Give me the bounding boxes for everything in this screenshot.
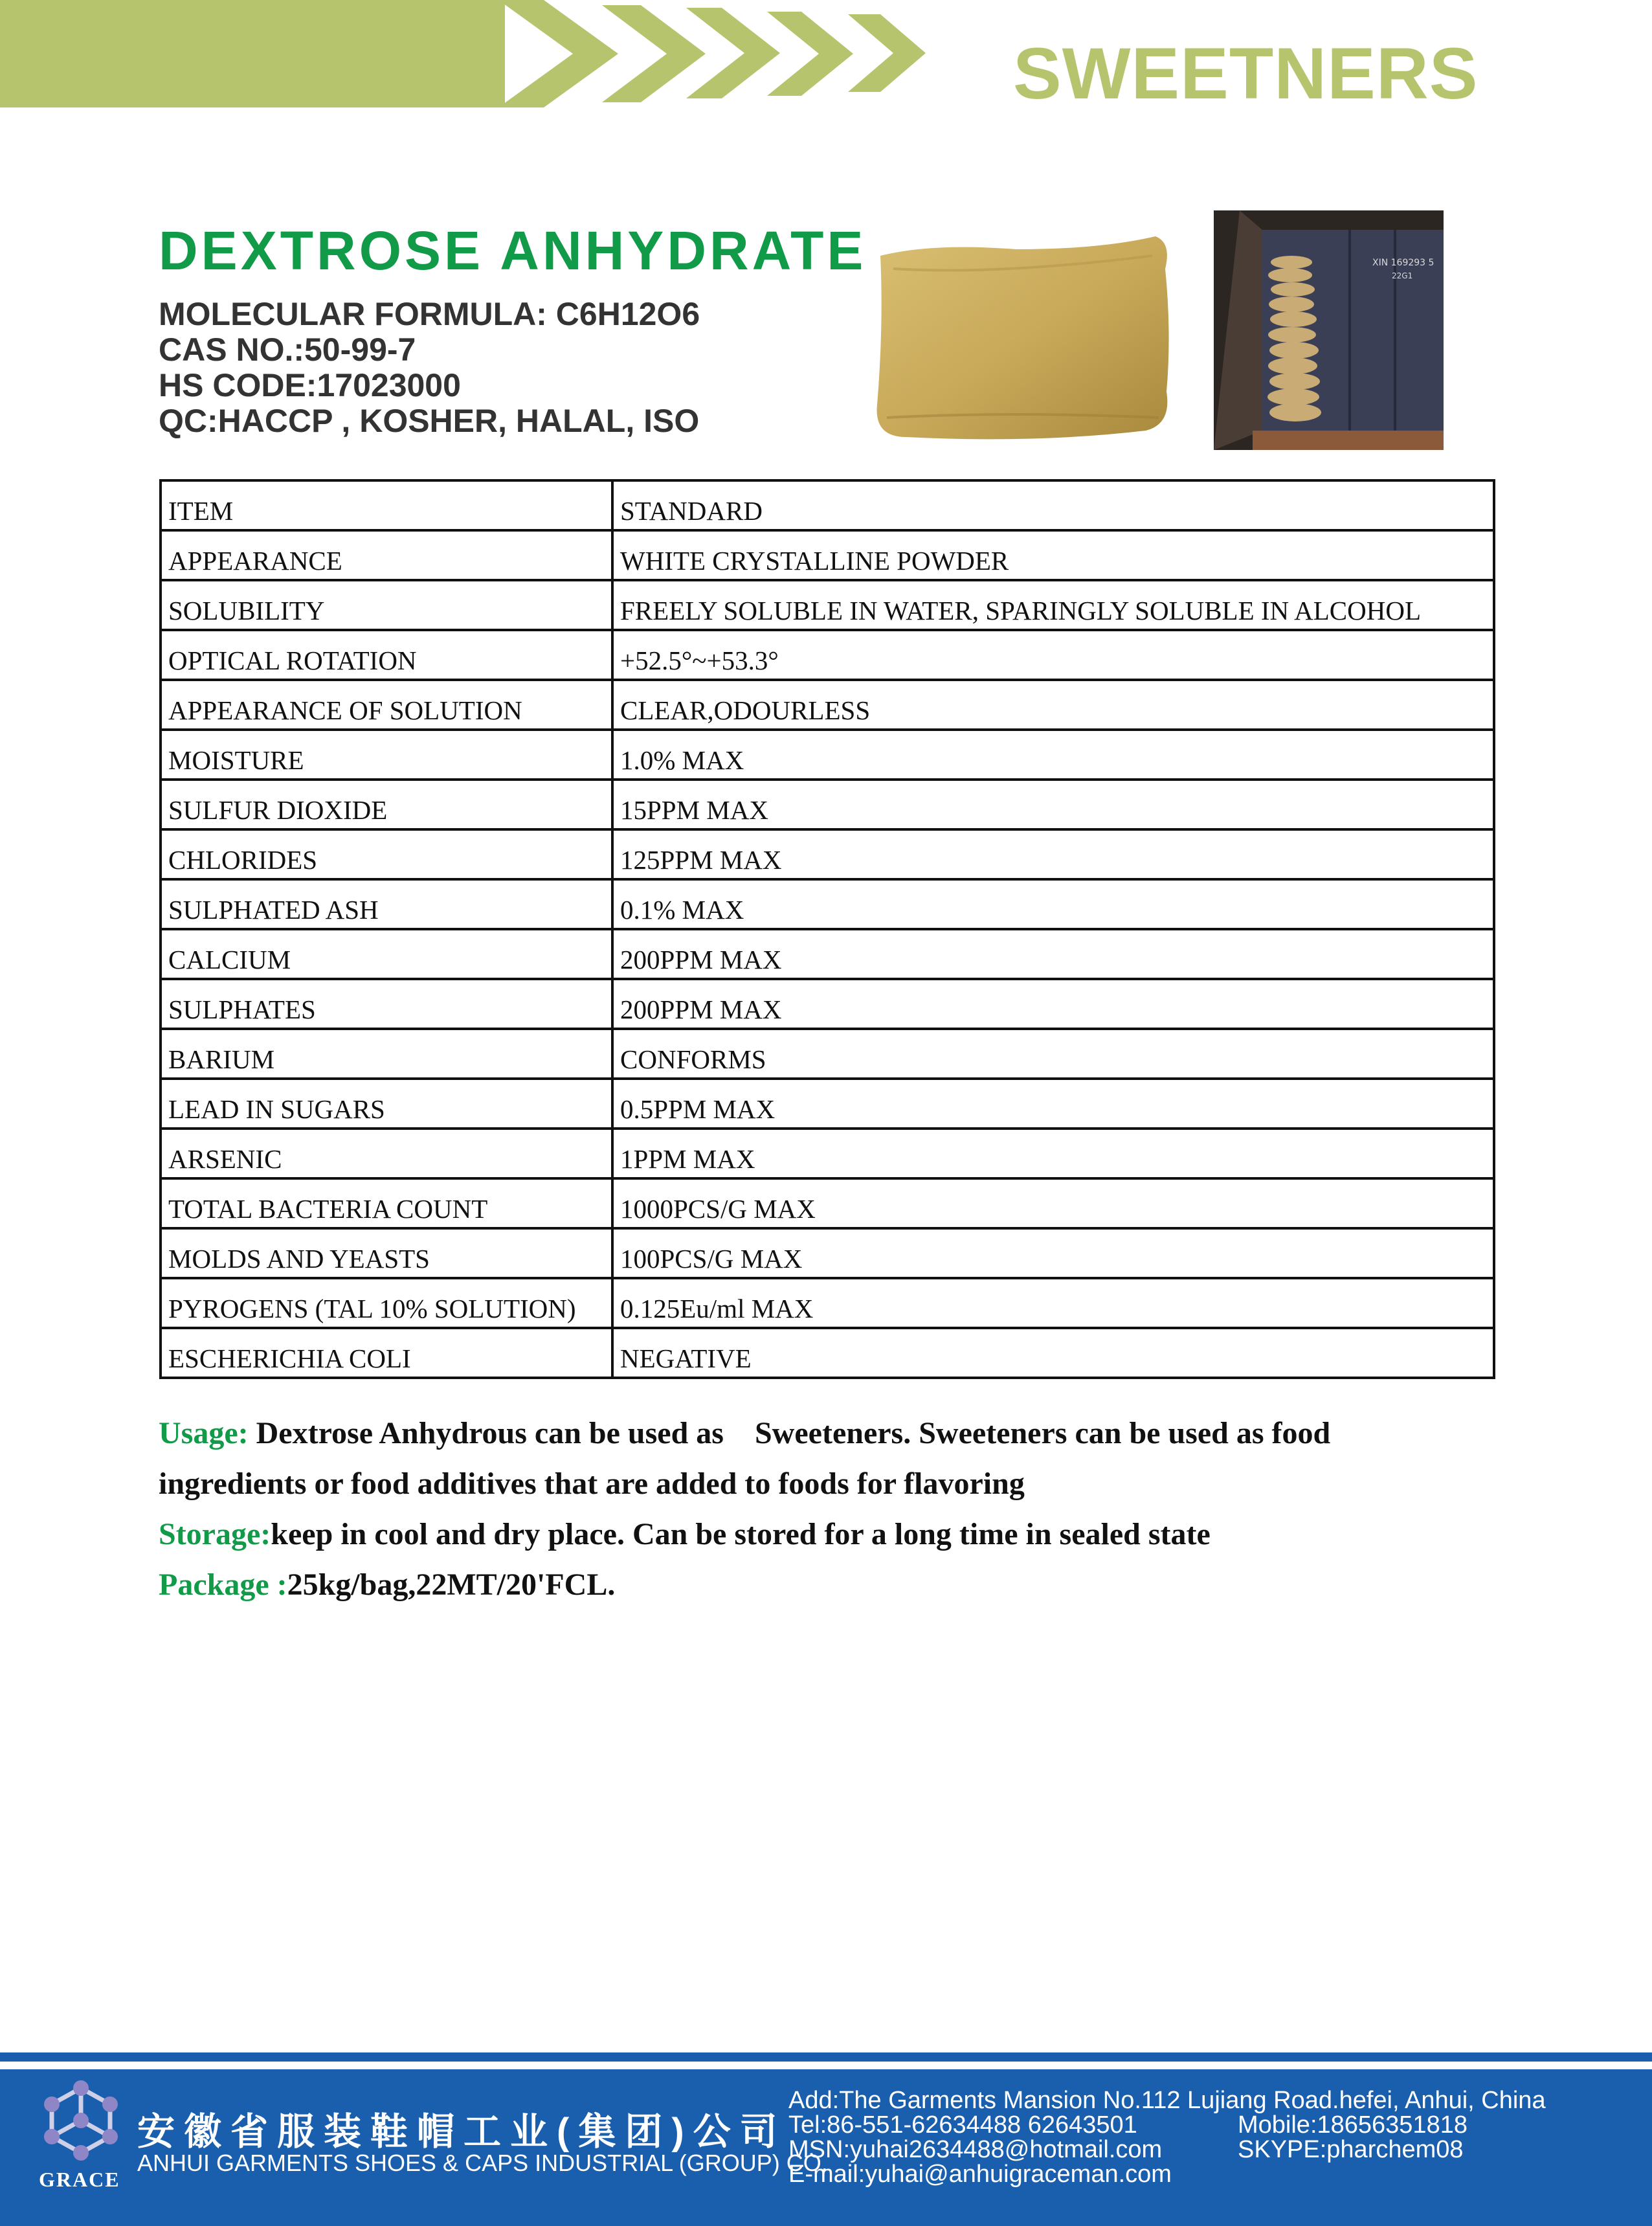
header-band: [0, 0, 505, 107]
chevron-arrows-decoration: [498, 0, 990, 117]
logo-wordmark: GRACE: [39, 2168, 120, 2191]
container-loading-photo: [1214, 210, 1444, 450]
table-row: [161, 530, 1494, 580]
specification-table: [159, 479, 1495, 1379]
table-row: [161, 780, 1494, 829]
package-label: Package :: [159, 1568, 287, 1602]
hs-code: HS CODE:17023000: [159, 367, 461, 403]
table-row: [161, 1278, 1494, 1328]
usage-continuation: ingredients or food additives that are added to foods for flavoring: [159, 1467, 1025, 1501]
table-cell-standard: NEGATIVE: [612, 1328, 1494, 1378]
qc-certifications: QC:HACCP , KOSHER, HALAL, ISO: [159, 403, 700, 439]
table-cell-item: APPEARANCE: [161, 530, 612, 580]
table-row: [161, 879, 1494, 929]
table-cell-standard: +52.5°~+53.3°: [612, 630, 1494, 680]
table-row: [161, 1129, 1494, 1178]
table-cell-standard: 1PPM MAX: [612, 1129, 1494, 1178]
table-cell-standard: 100PCS/G MAX: [612, 1228, 1494, 1278]
usage-label: Usage:: [159, 1416, 249, 1450]
table-row: [161, 1029, 1494, 1079]
chevron-icon: [498, 0, 618, 107]
footer-skype: SKYPE:pharchem08: [1238, 2136, 1464, 2163]
table-cell-item: CALCIUM: [161, 929, 612, 979]
footer-mobile: Mobile:18656351818: [1238, 2111, 1468, 2139]
table-cell-item: ESCHERICHIA COLI: [161, 1328, 612, 1378]
table-cell-item: LEAD IN SUGARS: [161, 1079, 612, 1129]
table-cell-item: SOLUBILITY: [161, 580, 612, 630]
table-cell-standard: 200PPM MAX: [612, 929, 1494, 979]
company-name-english: ANHUI GARMENTS SHOES & CAPS INDUSTRIAL (GROUP) CO.: [137, 2150, 828, 2176]
table-row: [161, 1228, 1494, 1278]
table-cell-item: MOISTURE: [161, 730, 612, 780]
table-row: [161, 929, 1494, 979]
storage-paragraph: [159, 1519, 1211, 1550]
table-cell-item: ITEM: [161, 480, 612, 530]
footer-email[interactable]: E-mail:yuhai@anhuigraceman.com: [788, 2161, 1172, 2188]
package-paragraph: [159, 1569, 615, 1601]
table-row: [161, 630, 1494, 680]
table-cell-standard: 0.5PPM MAX: [612, 1079, 1494, 1129]
table-cell-standard: CLEAR,ODOURLESS: [612, 680, 1494, 730]
table-header-row: [161, 480, 1494, 530]
storage-label: Storage:: [159, 1517, 271, 1551]
table-cell-standard: 15PPM MAX: [612, 780, 1494, 829]
usage-text: Dextrose Anhydrous can be used as Sweeteners. Sweeteners can be used as food: [248, 1416, 1331, 1450]
table-cell-standard: CONFORMS: [612, 1029, 1494, 1079]
table-cell-standard: WHITE CRYSTALLINE POWDER: [612, 530, 1494, 580]
product-title: DEXTROSE ANHYDRATE: [159, 220, 867, 281]
table-cell-item: ARSENIC: [161, 1129, 612, 1178]
container-code: XIN 169293 5: [1372, 258, 1434, 268]
molecular-formula: MOLECULAR FORMULA: C6H12O6: [159, 296, 700, 332]
product-bag-photo: [867, 230, 1178, 444]
table-cell-standard: 0.1% MAX: [612, 879, 1494, 929]
table-row: [161, 730, 1494, 780]
table-cell-item: TOTAL BACTERIA COUNT: [161, 1178, 612, 1228]
cas-number: CAS NO.:50-99-7: [159, 332, 416, 368]
chevron-icon: [767, 12, 853, 96]
storage-text: keep in cool and dry place. Can be stored for a long time in sealed state: [271, 1517, 1211, 1551]
table-cell-standard: 1.0% MAX: [612, 730, 1494, 780]
table-row: [161, 1079, 1494, 1129]
usage-paragraph: [159, 1418, 1330, 1449]
table-row: [161, 829, 1494, 879]
table-cell-standard: STANDARD: [612, 480, 1494, 530]
company-logo-icon: [39, 2078, 123, 2163]
table-cell-item: CHLORIDES: [161, 829, 612, 879]
category-title: SWEETNERS: [1013, 33, 1479, 114]
table-cell-standard: 125PPM MAX: [612, 829, 1494, 879]
footer-msn[interactable]: MSN:yuhai2634488@hotmail.com: [788, 2136, 1163, 2163]
footer-tel: Tel:86-551-62634488 62643501: [788, 2111, 1137, 2139]
chevron-icon: [848, 14, 926, 92]
table-cell-item: SULPHATES: [161, 979, 612, 1029]
container-type: 22G1: [1392, 271, 1413, 280]
table-cell-standard: FREELY SOLUBLE IN WATER, SPARINGLY SOLUBLE IN ALCOHOL: [612, 580, 1494, 630]
table-cell-standard: 0.125Eu/ml MAX: [612, 1278, 1494, 1328]
table-row: [161, 1328, 1494, 1378]
table-cell-item: APPEARANCE OF SOLUTION: [161, 680, 612, 730]
table-cell-item: SULFUR DIOXIDE: [161, 780, 612, 829]
table-row: [161, 580, 1494, 630]
company-name-chinese: 安徽省服装鞋帽工业(集团)公司: [137, 2111, 787, 2153]
table-row: [161, 979, 1494, 1029]
footer-stripe: [0, 2052, 1652, 2062]
table-row: [161, 1178, 1494, 1228]
table-cell-standard: 1000PCS/G MAX: [612, 1178, 1494, 1228]
table-cell-item: SULPHATED ASH: [161, 879, 612, 929]
table-row: [161, 680, 1494, 730]
footer-address: Add:The Garments Mansion No.112 Lujiang Road.hefei, Anhui, China: [788, 2087, 1546, 2114]
table-cell-item: PYROGENS (TAL 10% SOLUTION): [161, 1278, 612, 1328]
table-cell-standard: 200PPM MAX: [612, 979, 1494, 1029]
table-cell-item: OPTICAL ROTATION: [161, 630, 612, 680]
table-cell-item: BARIUM: [161, 1029, 612, 1079]
table-cell-item: MOLDS AND YEASTS: [161, 1228, 612, 1278]
package-text: 25kg/bag,22MT/20'FCL.: [287, 1568, 616, 1602]
